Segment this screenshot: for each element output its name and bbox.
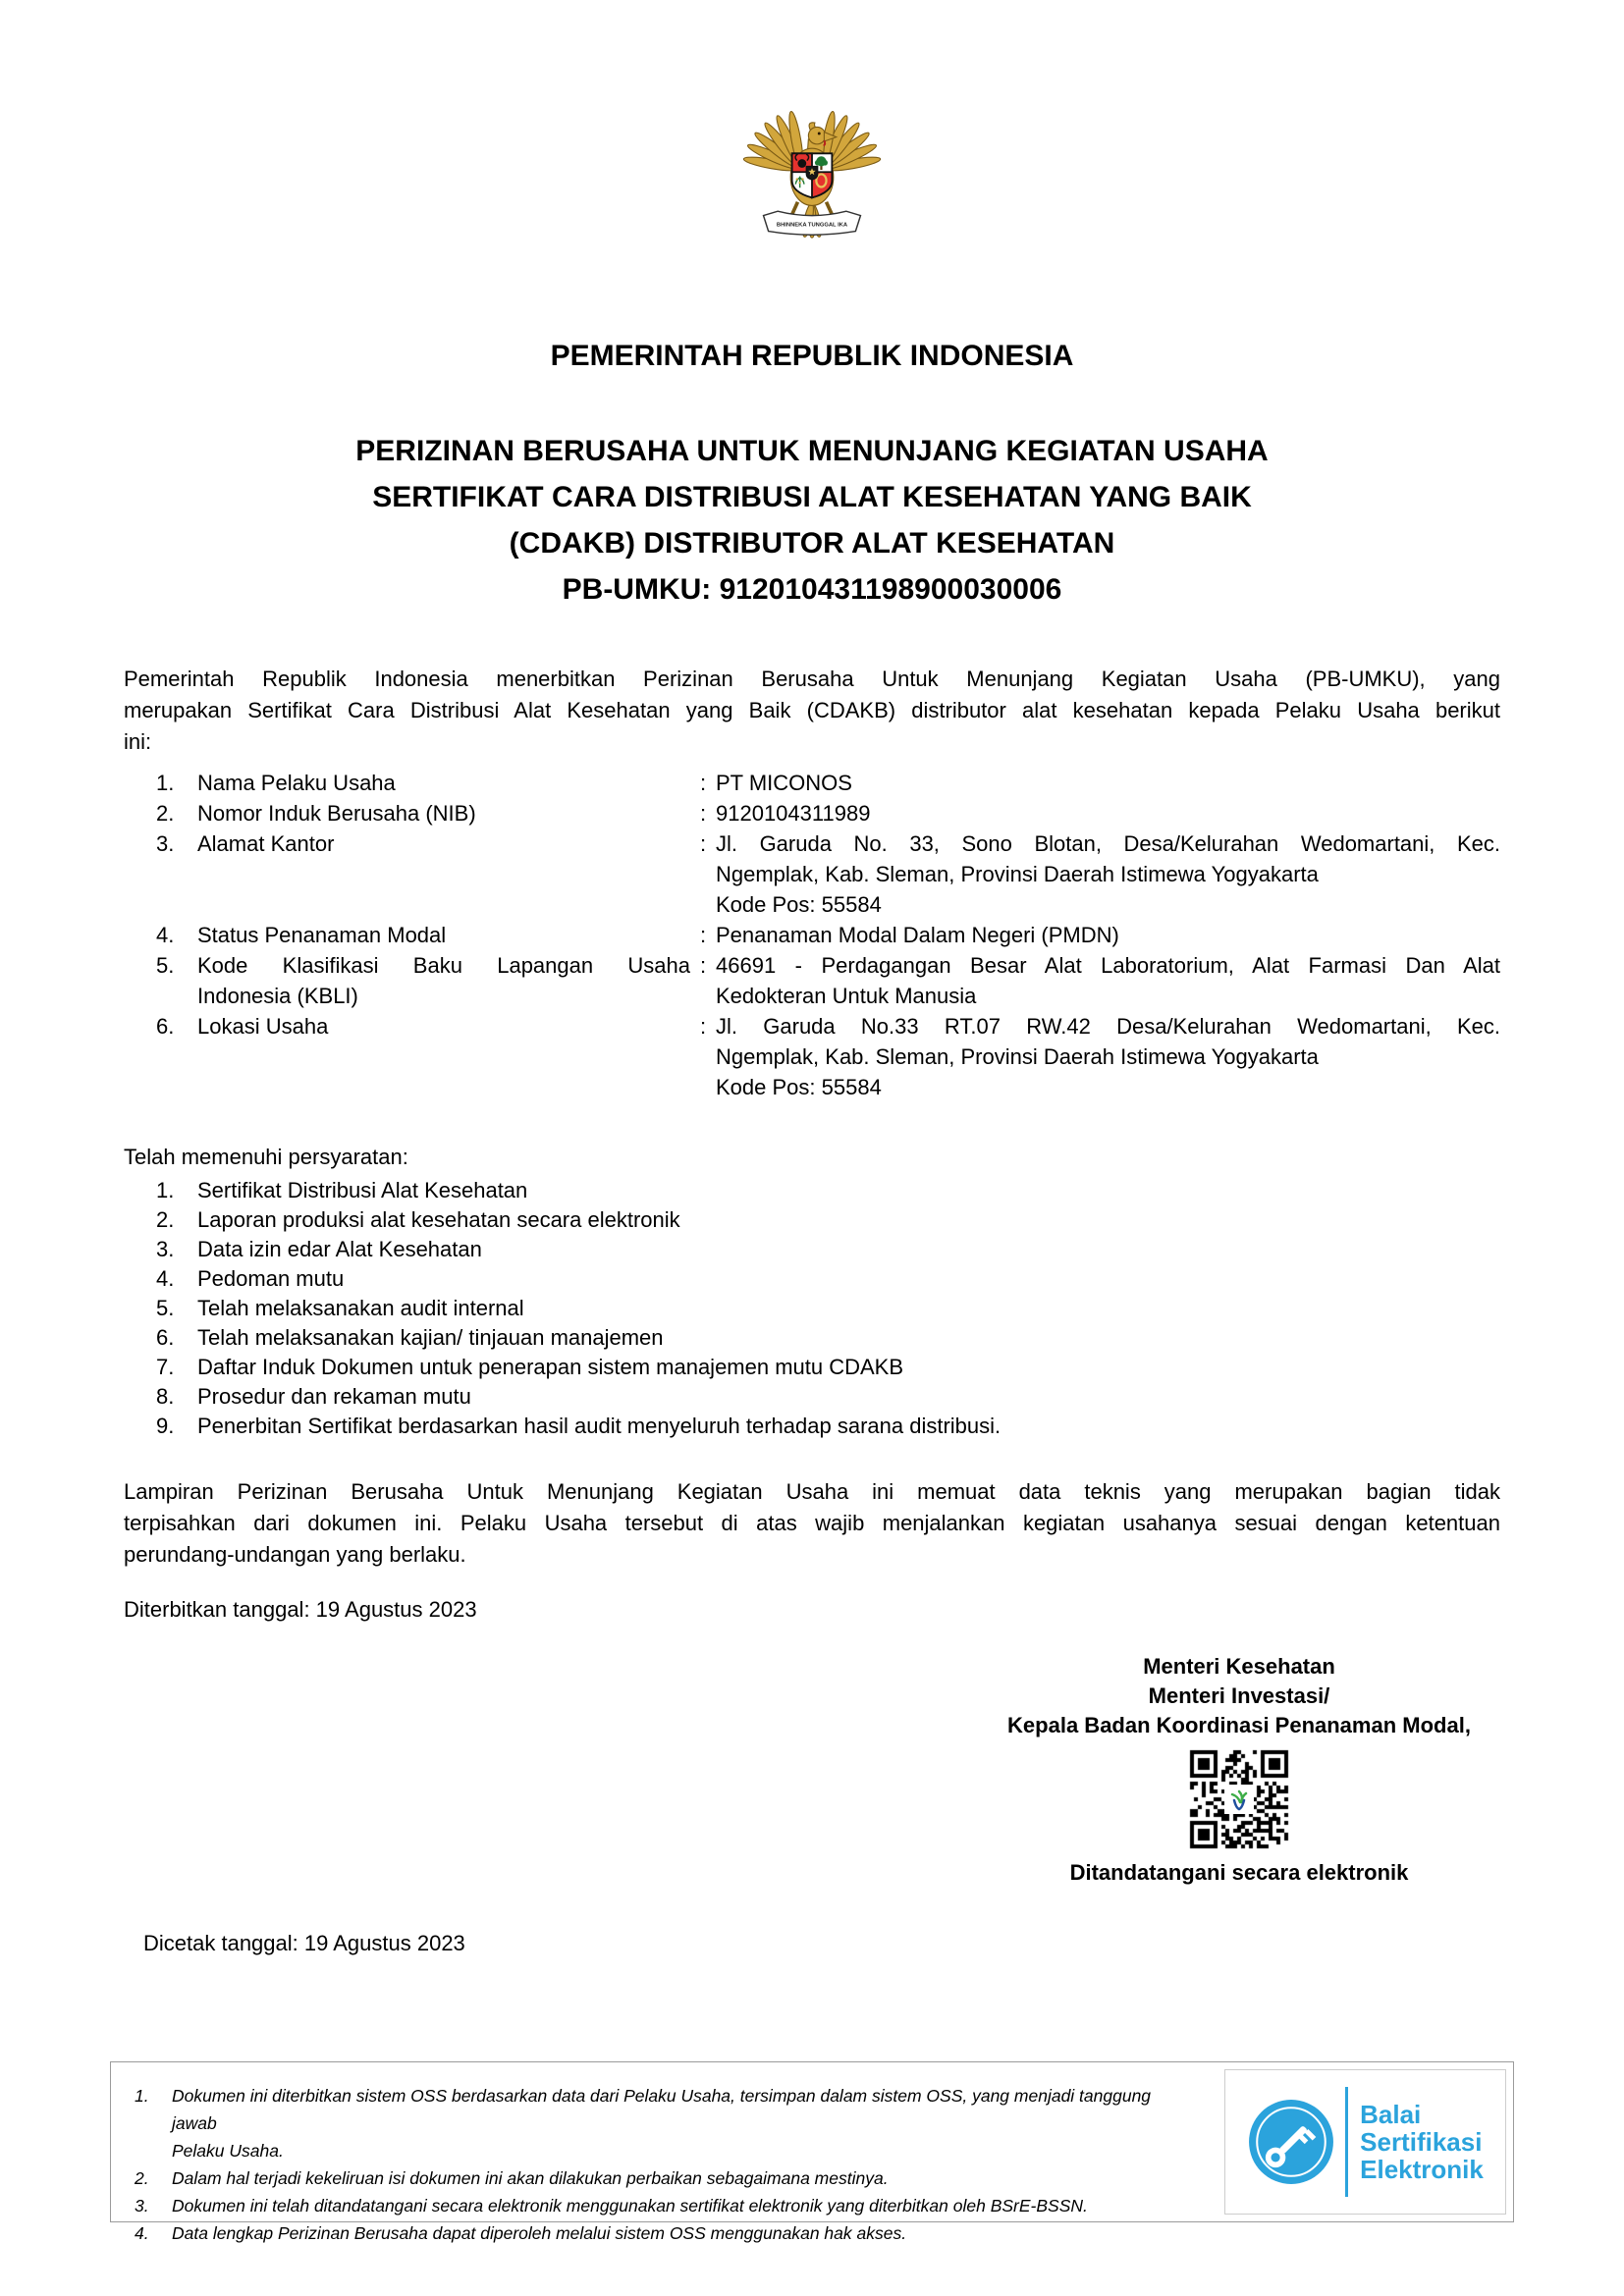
qr-center-logo bbox=[1224, 1785, 1254, 1814]
requirement-item: 6. Telah melaksanakan kajian/ tinjauan manajemen bbox=[156, 1325, 664, 1350]
bsre-key-icon bbox=[1247, 2098, 1335, 2186]
garuda-pancasila-emblem bbox=[733, 96, 891, 246]
footer-note: 3. Dokumen ini telah ditandatangani secara elektronik menggunakan sertifikat elektronik yang diterbitkan oleh BSrE-BSSN. bbox=[135, 2196, 1088, 2216]
closing-paragraph: Lampiran Perizinan Berusaha Untuk Menunjang Kegiatan Usaha ini memuat data teknis yang merupakan bagian tidak terpisahkan dari dokumen ini. Pelaku Usaha tersebut di atas wajib menjalankan kegiatan usahanya sesuai dengan ketentuan perundang-undangan yang berlaku. bbox=[124, 1479, 1500, 1567]
detail-row-nib: 2. Nomor Induk Berusaha (NIB) : 9120104311989 bbox=[156, 801, 871, 826]
title-line: PB-UMKU: 912010431198900030006 bbox=[562, 573, 1062, 606]
requirement-item: 9. Penerbitan Sertifikat berdasarkan hasil audit menyeluruh terhadap sarana distribusi. bbox=[156, 1414, 1001, 1438]
business-details-list bbox=[156, 768, 1500, 1102]
requirement-item: 2. Laporan produksi alat kesehatan secara elektronik bbox=[156, 1207, 680, 1232]
document-title bbox=[124, 428, 1500, 613]
requirement-item: 7. Daftar Induk Dokumen untuk penerapan sistem manajemen mutu CDAKB bbox=[156, 1355, 904, 1379]
logo-divider bbox=[1345, 2087, 1348, 2197]
esign-note: Ditandatangani secara elektronik bbox=[1069, 1860, 1409, 1885]
footer-note: 1. Dokumen ini diterbitkan sistem OSS berdasarkan data dari Pelaku Usaha, tersimpan dalam sistem OSS, yang menjadi tanggung jawab Pelaku Usaha. bbox=[135, 2086, 1152, 2161]
title-line: (CDAKB) DISTRIBUTOR ALAT KESEHATAN bbox=[509, 527, 1115, 560]
title-line: PERIZINAN BERUSAHA UNTUK MENUNJANG KEGIATAN USAHA bbox=[355, 435, 1269, 467]
detail-row-lokasi-usaha: 6. Lokasi Usaha : Jl. Garuda No.33 RT.07 RW.42 Desa/Kelurahan Wedomartani, Kec. Ngemplak, Kab. Sleman, Provinsi Daerah Istimewa Yogyakarta Kode Pos: 55584 bbox=[156, 1014, 1500, 1099]
title-line: SERTIFIKAT CARA DISTRIBUSI ALAT KESEHATAN YANG BAIK bbox=[372, 481, 1252, 513]
signature-block bbox=[964, 1652, 1514, 1888]
emblem-motto: BHINNEKA TUNGGAL IKA bbox=[776, 222, 848, 229]
detail-row-alamat-kantor: 3. Alamat Kantor : Jl. Garuda No. 33, Sono Blotan, Desa/Kelurahan Wedomartani, Kec. Ngemplak, Kab. Sleman, Provinsi Daerah Istimewa Yogyakarta Kode Pos: 55584 bbox=[156, 831, 1500, 917]
bsre-logo-box bbox=[1224, 2069, 1506, 2215]
footer-note: 2. Dalam hal terjadi kekeliruan isi dokumen ini akan dilakukan perbaikan sebagaimana mestinya. bbox=[135, 2168, 889, 2188]
requirements-heading: Telah memenuhi persyaratan: bbox=[124, 1145, 408, 1169]
signatory-title: Kepala Badan Koordinasi Penanaman Modal, bbox=[1007, 1713, 1471, 1737]
intro-paragraph: Pemerintah Republik Indonesia menerbitkan Perizinan Berusaha Untuk Menunjang Kegiatan Usaha (PB-UMKU), yang merupakan Sertifikat Cara Distribusi Alat Kesehatan yang Baik (CDAKB) distributor alat kesehatan kepada Pelaku Usaha berikut ini: bbox=[124, 667, 1500, 754]
detail-row-kbli: 5. Kode Klasifikasi Baku Lapangan Usaha Indonesia (KBLI) : 46691 - Perdagangan Besar Alat Laboratorium, Alat Farmasi Dan Alat Kedokteran Untuk Manusia bbox=[156, 953, 1500, 1008]
issued-date: Diterbitkan tanggal: 19 Agustus 2023 bbox=[124, 1597, 477, 1622]
signatory-title: Menteri Investasi/ bbox=[1148, 1683, 1330, 1708]
requirement-item: 1. Sertifikat Distribusi Alat Kesehatan bbox=[156, 1178, 528, 1202]
bsre-logo bbox=[1247, 2087, 1484, 2197]
footer-note: 4. Data lengkap Perizinan Berusaha dapat diperoleh melalui sistem OSS menggunakan hak akses. bbox=[135, 2223, 907, 2243]
requirement-item: 3. Data izin edar Alat Kesehatan bbox=[156, 1237, 482, 1261]
detail-row-status-penanaman-modal: 4. Status Penanaman Modal : Penanaman Modal Dalam Negeri (PMDN) bbox=[156, 923, 1119, 947]
emblem-container bbox=[124, 0, 1500, 251]
requirement-item: 4. Pedoman mutu bbox=[156, 1266, 345, 1291]
signatory-title: Menteri Kesehatan bbox=[1143, 1654, 1335, 1679]
page-title: PEMERINTAH REPUBLIK INDONESIA bbox=[550, 340, 1074, 372]
requirements-list bbox=[156, 1176, 1500, 1441]
bsre-logo-text: Balai Sertifikasi Elektronik bbox=[1360, 2100, 1484, 2184]
requirement-item: 8. Prosedur dan rekaman mutu bbox=[156, 1384, 471, 1409]
requirement-item: 5. Telah melaksanakan audit internal bbox=[156, 1296, 524, 1320]
printed-date: Dicetak tanggal: 19 Agustus 2023 bbox=[143, 1931, 465, 1955]
detail-row-nama-pelaku-usaha: 1. Nama Pelaku Usaha : PT MICONOS bbox=[156, 771, 852, 795]
qr-signature bbox=[1184, 1744, 1294, 1854]
footer-notes bbox=[135, 2082, 1200, 2247]
footer-note-box bbox=[110, 2061, 1514, 2243]
